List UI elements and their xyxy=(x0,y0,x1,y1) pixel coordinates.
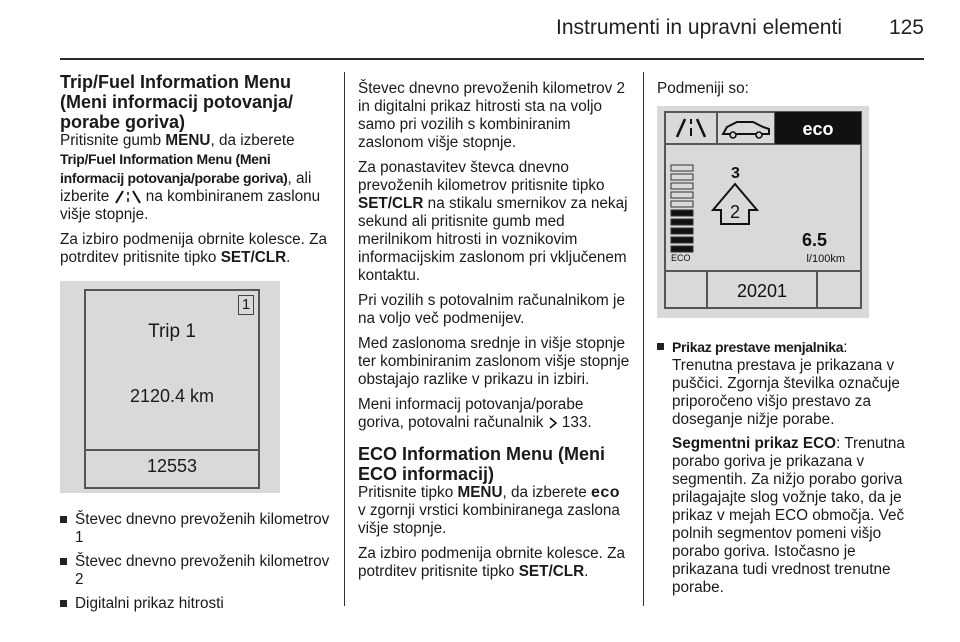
list-item xyxy=(60,553,332,589)
bullet-marker xyxy=(60,600,67,607)
item-label: Segmentni prikaz ECO xyxy=(672,435,837,452)
column-1 xyxy=(60,72,332,619)
column-divider xyxy=(344,72,345,606)
paragraph xyxy=(60,231,332,267)
item-label: Prikaz prestave menjalnika xyxy=(672,339,844,355)
panel-divider xyxy=(86,449,258,451)
key-label: SET/CLR xyxy=(220,249,287,266)
text: Pritisnite gumb xyxy=(60,132,166,149)
eco-segment-filled xyxy=(671,228,693,234)
eco-tab-label: eco xyxy=(802,119,834,139)
recommended-gear: 3 xyxy=(731,165,740,182)
paragraph: Pri vozilih s potovalnim računalnikom je na voljo več podmenijev. xyxy=(358,292,625,327)
consumption-unit: l/100km xyxy=(806,253,845,265)
text: . xyxy=(584,563,589,580)
section-heading-eco: ECO Information Menu (Meni ECO informacij) xyxy=(358,444,605,484)
text: Za ponastavitev števca dnevno prevoženih kilometrov pritisnite tipko xyxy=(358,159,605,194)
eco-segment-filled xyxy=(671,237,693,243)
text: v zgornji vrstici kombiniranega zaslona višje stopnje. xyxy=(358,502,620,537)
menu-name: Trip/Fuel Information Menu (Meni informacij potovanja/porabe goriva) xyxy=(60,151,288,186)
trip-badge: 1 xyxy=(238,295,254,315)
page-header xyxy=(0,0,960,62)
consumption-value: 6.5 xyxy=(801,230,827,250)
text: na kombiniranem zaslonu višje stopnje. xyxy=(60,188,321,223)
running-header-title: Instrumenti in upravni elementi xyxy=(556,16,842,39)
trip-display-panel xyxy=(84,289,260,489)
column-divider xyxy=(643,72,644,606)
column-3 xyxy=(657,80,925,603)
section-heading-trip: Trip/Fuel Information Menu (Meni informacij potovanja/ porabe goriva) xyxy=(60,72,294,132)
list-item-text: Digitalni prikaz hitrosti xyxy=(75,595,224,612)
text: Pritisnite tipko xyxy=(358,484,458,501)
eco-segment-empty xyxy=(671,201,693,207)
eco-segment-empty xyxy=(671,165,693,171)
text: na stikalu smernikov za nekaj sekund ali pritisnite gumb med merilnikom hitrosti in voznikovim informacijskim zaslonom pri vključenem kontaktu. xyxy=(358,195,628,284)
paragraph: Med zaslonoma srednje in višje stopnje ter kombiniranim zaslonom višje stopnje obstajajo razlike v prikazu in izbiri. xyxy=(358,335,630,388)
key-label: SET/CLR xyxy=(358,195,424,212)
odometer-value: 12553 xyxy=(146,456,198,476)
eco-display-figure xyxy=(657,106,869,318)
text: . xyxy=(587,414,592,431)
bullet-marker xyxy=(657,343,664,350)
text: , da izberete xyxy=(210,132,295,149)
header-rule xyxy=(60,58,924,60)
eco-segment-filled xyxy=(671,219,693,225)
text: Meni informacij potovanja/porabe goriva, potovalni računalnik xyxy=(358,396,584,431)
page-reference: 133 xyxy=(561,414,588,431)
column-2 xyxy=(358,80,630,588)
paragraph xyxy=(358,396,630,432)
eco-display-panel xyxy=(657,106,869,318)
list-item xyxy=(657,338,925,597)
list-item xyxy=(60,511,332,547)
paragraph xyxy=(60,132,332,224)
eco-segment-empty xyxy=(671,174,693,180)
page-reference-icon xyxy=(548,417,558,429)
list-item-text: Trenutna prestava je prikazana v puščici. Zgornja številka označuje priporočeno višjo prestavo za doseganje nižje porabe. xyxy=(672,357,900,428)
page-number: 125 xyxy=(888,16,924,39)
list-item xyxy=(60,595,332,613)
key-label: MENU xyxy=(457,484,503,501)
submenu-list xyxy=(657,338,925,597)
list-item-text: : Trenutna porabo goriva je prikazana v segmentih. Za nižjo porabo goriva prilagajajte slog vožnje tako, da je prikaz v mejah ECO območja. Več polnih segmentov pomeni višjo porabo goriva. Istočasno je prikazana tudi vrednost trenutne porabe. xyxy=(672,435,905,596)
paragraph: Podmeniji so: xyxy=(657,80,749,97)
sub-paragraph xyxy=(672,435,925,597)
trip-title: Trip 1 xyxy=(148,321,196,342)
list-item-text: Števec dnevno prevoženih kilometrov 1 xyxy=(75,511,330,546)
paragraph xyxy=(358,159,630,285)
trip-display-figure xyxy=(60,281,280,493)
list-item-text: Števec dnevno prevoženih kilometrov 2 xyxy=(75,553,330,588)
paragraph xyxy=(358,484,630,538)
road-icon xyxy=(114,190,142,204)
paragraph: Števec dnevno prevoženih kilometrov 2 in digitalni prikaz hitrosti sta na voljo samo pri vozilih s kombiniranim zaslonom višje stopnje. xyxy=(358,80,625,151)
text: Za izbiro podmenija obrnite kolesce. Za potrditev pritisnite tipko xyxy=(60,231,327,266)
text: Za izbiro podmenija obrnite kolesce. Za potrditev pritisnite tipko xyxy=(358,545,625,580)
key-label: SET/CLR xyxy=(518,563,585,580)
eco-segment-filled xyxy=(671,246,693,252)
menu-key-label: MENU xyxy=(165,132,211,149)
eco-symbol: eco xyxy=(590,484,621,501)
bullet-marker xyxy=(60,558,67,565)
text: : xyxy=(843,339,848,356)
trip-distance: 2120.4 km xyxy=(129,386,215,406)
eco-segment-filled xyxy=(671,210,693,216)
current-gear: 2 xyxy=(729,202,741,222)
odometer-value: 20201 xyxy=(736,281,788,301)
eco-segment-empty xyxy=(671,192,693,198)
paragraph xyxy=(358,545,630,581)
eco-segment-empty xyxy=(671,183,693,189)
text: , da izberete xyxy=(502,484,591,501)
submenu-list xyxy=(60,511,332,613)
eco-label: ECO xyxy=(671,253,691,263)
text: . xyxy=(286,249,291,266)
bullet-marker xyxy=(60,516,67,523)
text: , ali izberite xyxy=(60,170,312,205)
